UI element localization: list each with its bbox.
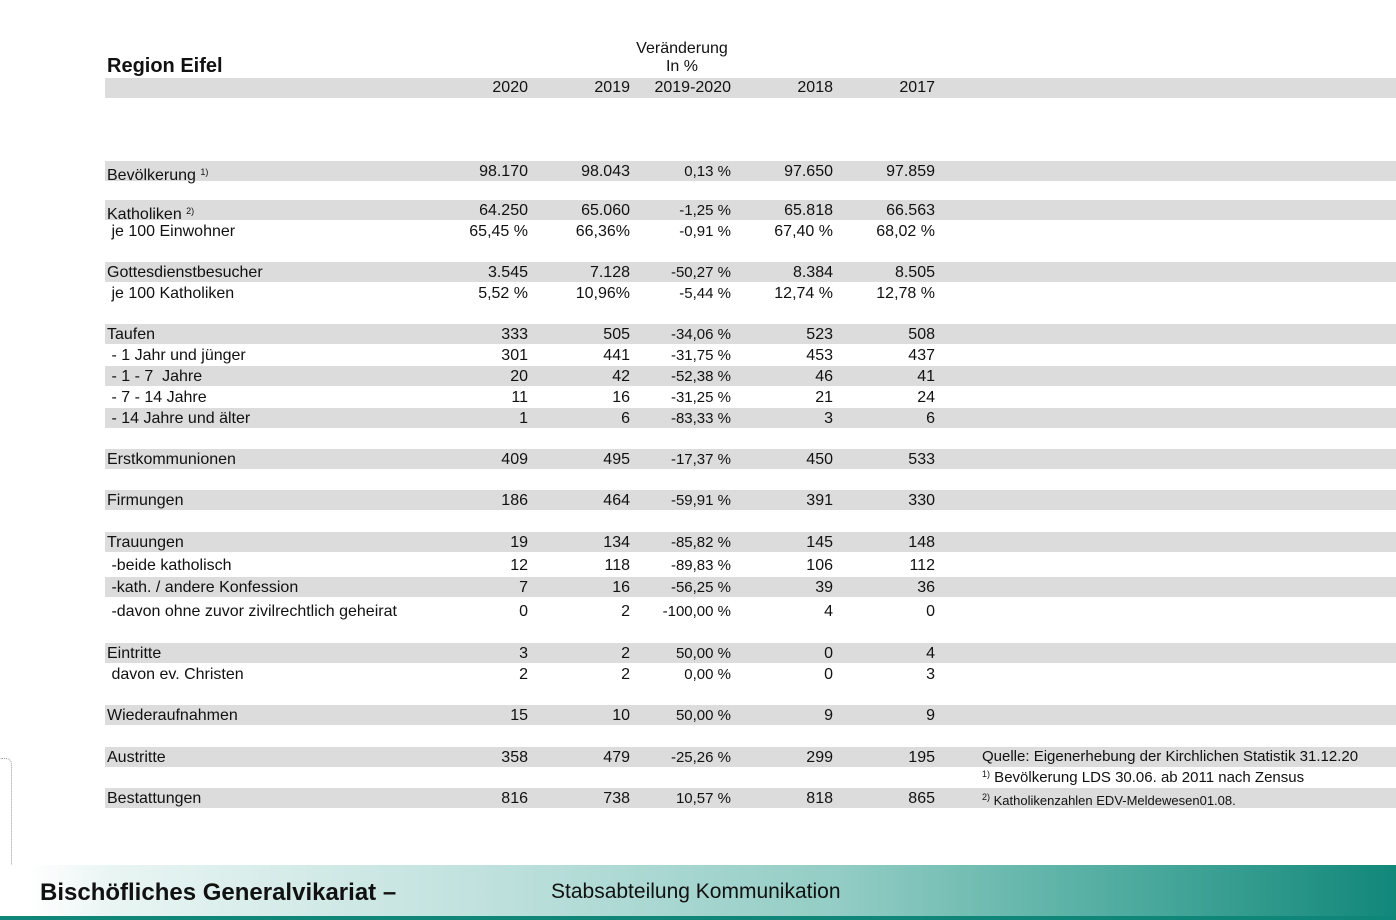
value-change: 0,13 % — [684, 163, 731, 180]
table-row-band — [105, 200, 1396, 220]
value-2017: 0 — [926, 603, 935, 620]
row-label: Firmungen — [107, 492, 184, 509]
value-2019: 2 — [621, 666, 630, 683]
value-2019: 505 — [603, 326, 630, 343]
value-2019: 2 — [621, 645, 630, 662]
value-change: -5,44 % — [679, 285, 731, 302]
value-2017: 437 — [908, 347, 935, 364]
value-2020: 12 — [510, 557, 528, 574]
value-change: -85,82 % — [670, 534, 731, 551]
value-change: 50,00 % — [675, 645, 731, 662]
table-row-band — [105, 532, 1396, 552]
value-2020: 0 — [519, 603, 528, 620]
value-2018: 4 — [824, 603, 833, 620]
value-2020: 409 — [501, 451, 528, 468]
value-2019: 10,96% — [575, 285, 630, 302]
row-label: Austritte — [107, 749, 166, 766]
table-row-band — [105, 324, 1396, 344]
value-change: -52,38 % — [670, 368, 731, 385]
value-2018: 8.384 — [792, 264, 833, 281]
col-header-change: 2019-2020 — [654, 79, 731, 96]
table-row-band — [105, 577, 1396, 597]
row-label: Gottesdienstbesucher — [107, 264, 263, 281]
value-change: -56,25 % — [670, 579, 731, 596]
value-2020: 358 — [501, 749, 528, 766]
value-2019: 134 — [603, 534, 630, 551]
footnote-1: $^{1)}$ Bevölkerung LDS 30.06. ab 2011 nach Zensus — [982, 769, 1305, 786]
row-label: Bevölkerung $^{1)}$ — [107, 167, 209, 184]
value-2019: 479 — [603, 749, 630, 766]
value-2019: 2 — [621, 603, 630, 620]
value-2017: 865 — [908, 790, 935, 807]
value-2020: 3.545 — [487, 264, 528, 281]
value-change: -100,00 % — [662, 603, 731, 620]
value-2019: 98.043 — [581, 163, 630, 180]
table-row-band — [105, 449, 1396, 469]
value-2017: 68,02 % — [876, 223, 935, 240]
value-2019: 7.128 — [589, 264, 630, 281]
value-2017: 66.563 — [886, 202, 935, 219]
value-2018: 65.818 — [784, 202, 833, 219]
value-2020: 20 — [510, 368, 528, 385]
value-2019: 738 — [603, 790, 630, 807]
value-2018: 450 — [806, 451, 833, 468]
value-change: -83,33 % — [670, 410, 731, 427]
value-change: -0,91 % — [679, 223, 731, 240]
value-2018: 145 — [806, 534, 833, 551]
footer-line — [0, 916, 1396, 920]
value-2017: 112 — [909, 557, 935, 574]
value-change: -1,25 % — [679, 202, 731, 219]
table-row-band — [105, 161, 1396, 181]
col-header-2020: 2020 — [492, 79, 528, 96]
table-row-band — [105, 705, 1396, 725]
value-2019: 441 — [603, 347, 630, 364]
header-row-band — [105, 78, 1396, 98]
row-label: Erstkommunionen — [107, 451, 236, 468]
value-2018: 12,74 % — [774, 285, 833, 302]
value-change: -31,75 % — [670, 347, 731, 364]
value-change: -89,83 % — [670, 557, 731, 574]
value-2017: 3 — [926, 666, 935, 683]
value-2018: 0 — [824, 645, 833, 662]
value-change: -31,25 % — [670, 389, 731, 406]
row-label: Katholiken $^{2)}$ — [107, 206, 195, 223]
value-change: -17,37 % — [670, 451, 731, 468]
value-2018: 453 — [806, 347, 833, 364]
value-change: -59,91 % — [670, 492, 731, 509]
value-2020: 301 — [501, 347, 528, 364]
value-2018: 391 — [806, 492, 833, 509]
value-2020: 65,45 % — [469, 223, 528, 240]
col-header-2019: 2019 — [594, 79, 630, 96]
row-label: - 1 - 7 Jahre — [107, 368, 203, 385]
value-change: 50,00 % — [675, 707, 731, 724]
value-2020: 19 — [510, 534, 528, 551]
row-label: Eintritte — [107, 645, 162, 662]
value-2018: 97.650 — [784, 163, 833, 180]
value-2020: 11 — [511, 389, 528, 406]
value-2018: 67,40 % — [774, 223, 833, 240]
value-2017: 12,78 % — [876, 285, 935, 302]
value-2019: 42 — [612, 368, 630, 385]
value-2020: 15 — [510, 707, 528, 724]
value-2019: 10 — [612, 707, 630, 724]
change-header-label: Veränderung — [636, 40, 728, 57]
value-2018: 9 — [824, 707, 833, 724]
value-2018: 0 — [824, 666, 833, 683]
col-header-2017: 2017 — [899, 79, 935, 96]
table-row-band — [105, 262, 1396, 282]
row-label: davon ev. Christen — [107, 666, 244, 683]
row-label: -kath. / andere Konfession — [107, 579, 299, 596]
value-2020: 98.170 — [479, 163, 528, 180]
value-2017: 533 — [908, 451, 935, 468]
value-2019: 6 — [621, 410, 630, 427]
value-2020: 7 — [519, 579, 528, 596]
value-2019: 495 — [603, 451, 630, 468]
col-header-2018: 2018 — [797, 79, 833, 96]
value-2018: 21 — [815, 389, 833, 406]
row-label: je 100 Einwohner — [107, 223, 236, 240]
change-header-unit: In % — [665, 58, 698, 75]
table-row-band — [105, 408, 1396, 428]
value-2017: 36 — [917, 579, 935, 596]
footnote-2: $^{2)}$ Katholikenzahlen EDV-Meldewesen01.08. — [982, 792, 1236, 808]
value-2019: 16 — [612, 389, 630, 406]
value-2020: 5,52 % — [478, 285, 528, 302]
value-2019: 66,36% — [575, 223, 630, 240]
row-label: - 1 Jahr und jünger — [107, 347, 246, 364]
value-2018: 523 — [806, 326, 833, 343]
value-2019: 118 — [604, 557, 630, 574]
row-label: - 14 Jahre und älter — [107, 410, 251, 427]
row-label: -davon ohne zuvor zivilrechtlich geheirat — [107, 603, 397, 620]
row-label: Wiederaufnahmen — [107, 707, 238, 724]
value-2017: 9 — [926, 707, 935, 724]
value-2019: 464 — [603, 492, 630, 509]
value-2017: 8.505 — [894, 264, 935, 281]
value-2020: 64.250 — [479, 202, 528, 219]
value-2019: 65.060 — [581, 202, 630, 219]
value-change: -34,06 % — [670, 326, 731, 343]
row-label: Bestattungen — [107, 790, 202, 807]
value-2018: 3 — [824, 410, 833, 427]
value-2017: 24 — [917, 389, 935, 406]
value-2017: 508 — [908, 326, 935, 343]
value-2020: 1 — [519, 410, 528, 427]
value-2017: 148 — [908, 534, 935, 551]
value-2020: 3 — [519, 645, 528, 662]
page-title: Region Eifel — [107, 55, 223, 77]
value-2018: 818 — [806, 790, 833, 807]
footer-org: Bischöfliches Generalvikariat – — [40, 879, 397, 906]
row-label: je 100 Katholiken — [107, 285, 235, 302]
value-2017: 195 — [908, 749, 935, 766]
row-label: Trauungen — [107, 534, 184, 551]
value-2018: 299 — [806, 749, 833, 766]
value-2017: 6 — [926, 410, 935, 427]
value-2017: 41 — [917, 368, 935, 385]
value-change: 0,00 % — [684, 666, 731, 683]
table-row-band — [105, 366, 1396, 386]
footer-department: Stabsabteilung Kommunikation — [551, 880, 841, 903]
table-row-band — [105, 490, 1396, 510]
row-label: - 7 - 14 Jahre — [107, 389, 207, 406]
value-2017: 4 — [926, 645, 935, 662]
value-2018: 39 — [815, 579, 833, 596]
value-2017: 97.859 — [886, 163, 935, 180]
value-2018: 46 — [815, 368, 833, 385]
row-label: -beide katholisch — [107, 557, 232, 574]
table-row-band — [105, 643, 1396, 663]
value-2017: 330 — [908, 492, 935, 509]
value-2020: 816 — [501, 790, 528, 807]
value-2019: 16 — [612, 579, 630, 596]
value-2020: 333 — [501, 326, 528, 343]
value-change: 10,57 % — [675, 790, 731, 807]
value-change: -25,26 % — [670, 749, 731, 766]
value-change: -50,27 % — [670, 264, 731, 281]
row-label: Taufen — [107, 326, 156, 343]
value-2020: 186 — [501, 492, 528, 509]
value-2020: 2 — [519, 666, 528, 683]
source-note: Quelle: Eigenerhebung der Kirchlichen Statistik 31.12.20 — [982, 748, 1359, 765]
value-2018: 106 — [806, 557, 833, 574]
